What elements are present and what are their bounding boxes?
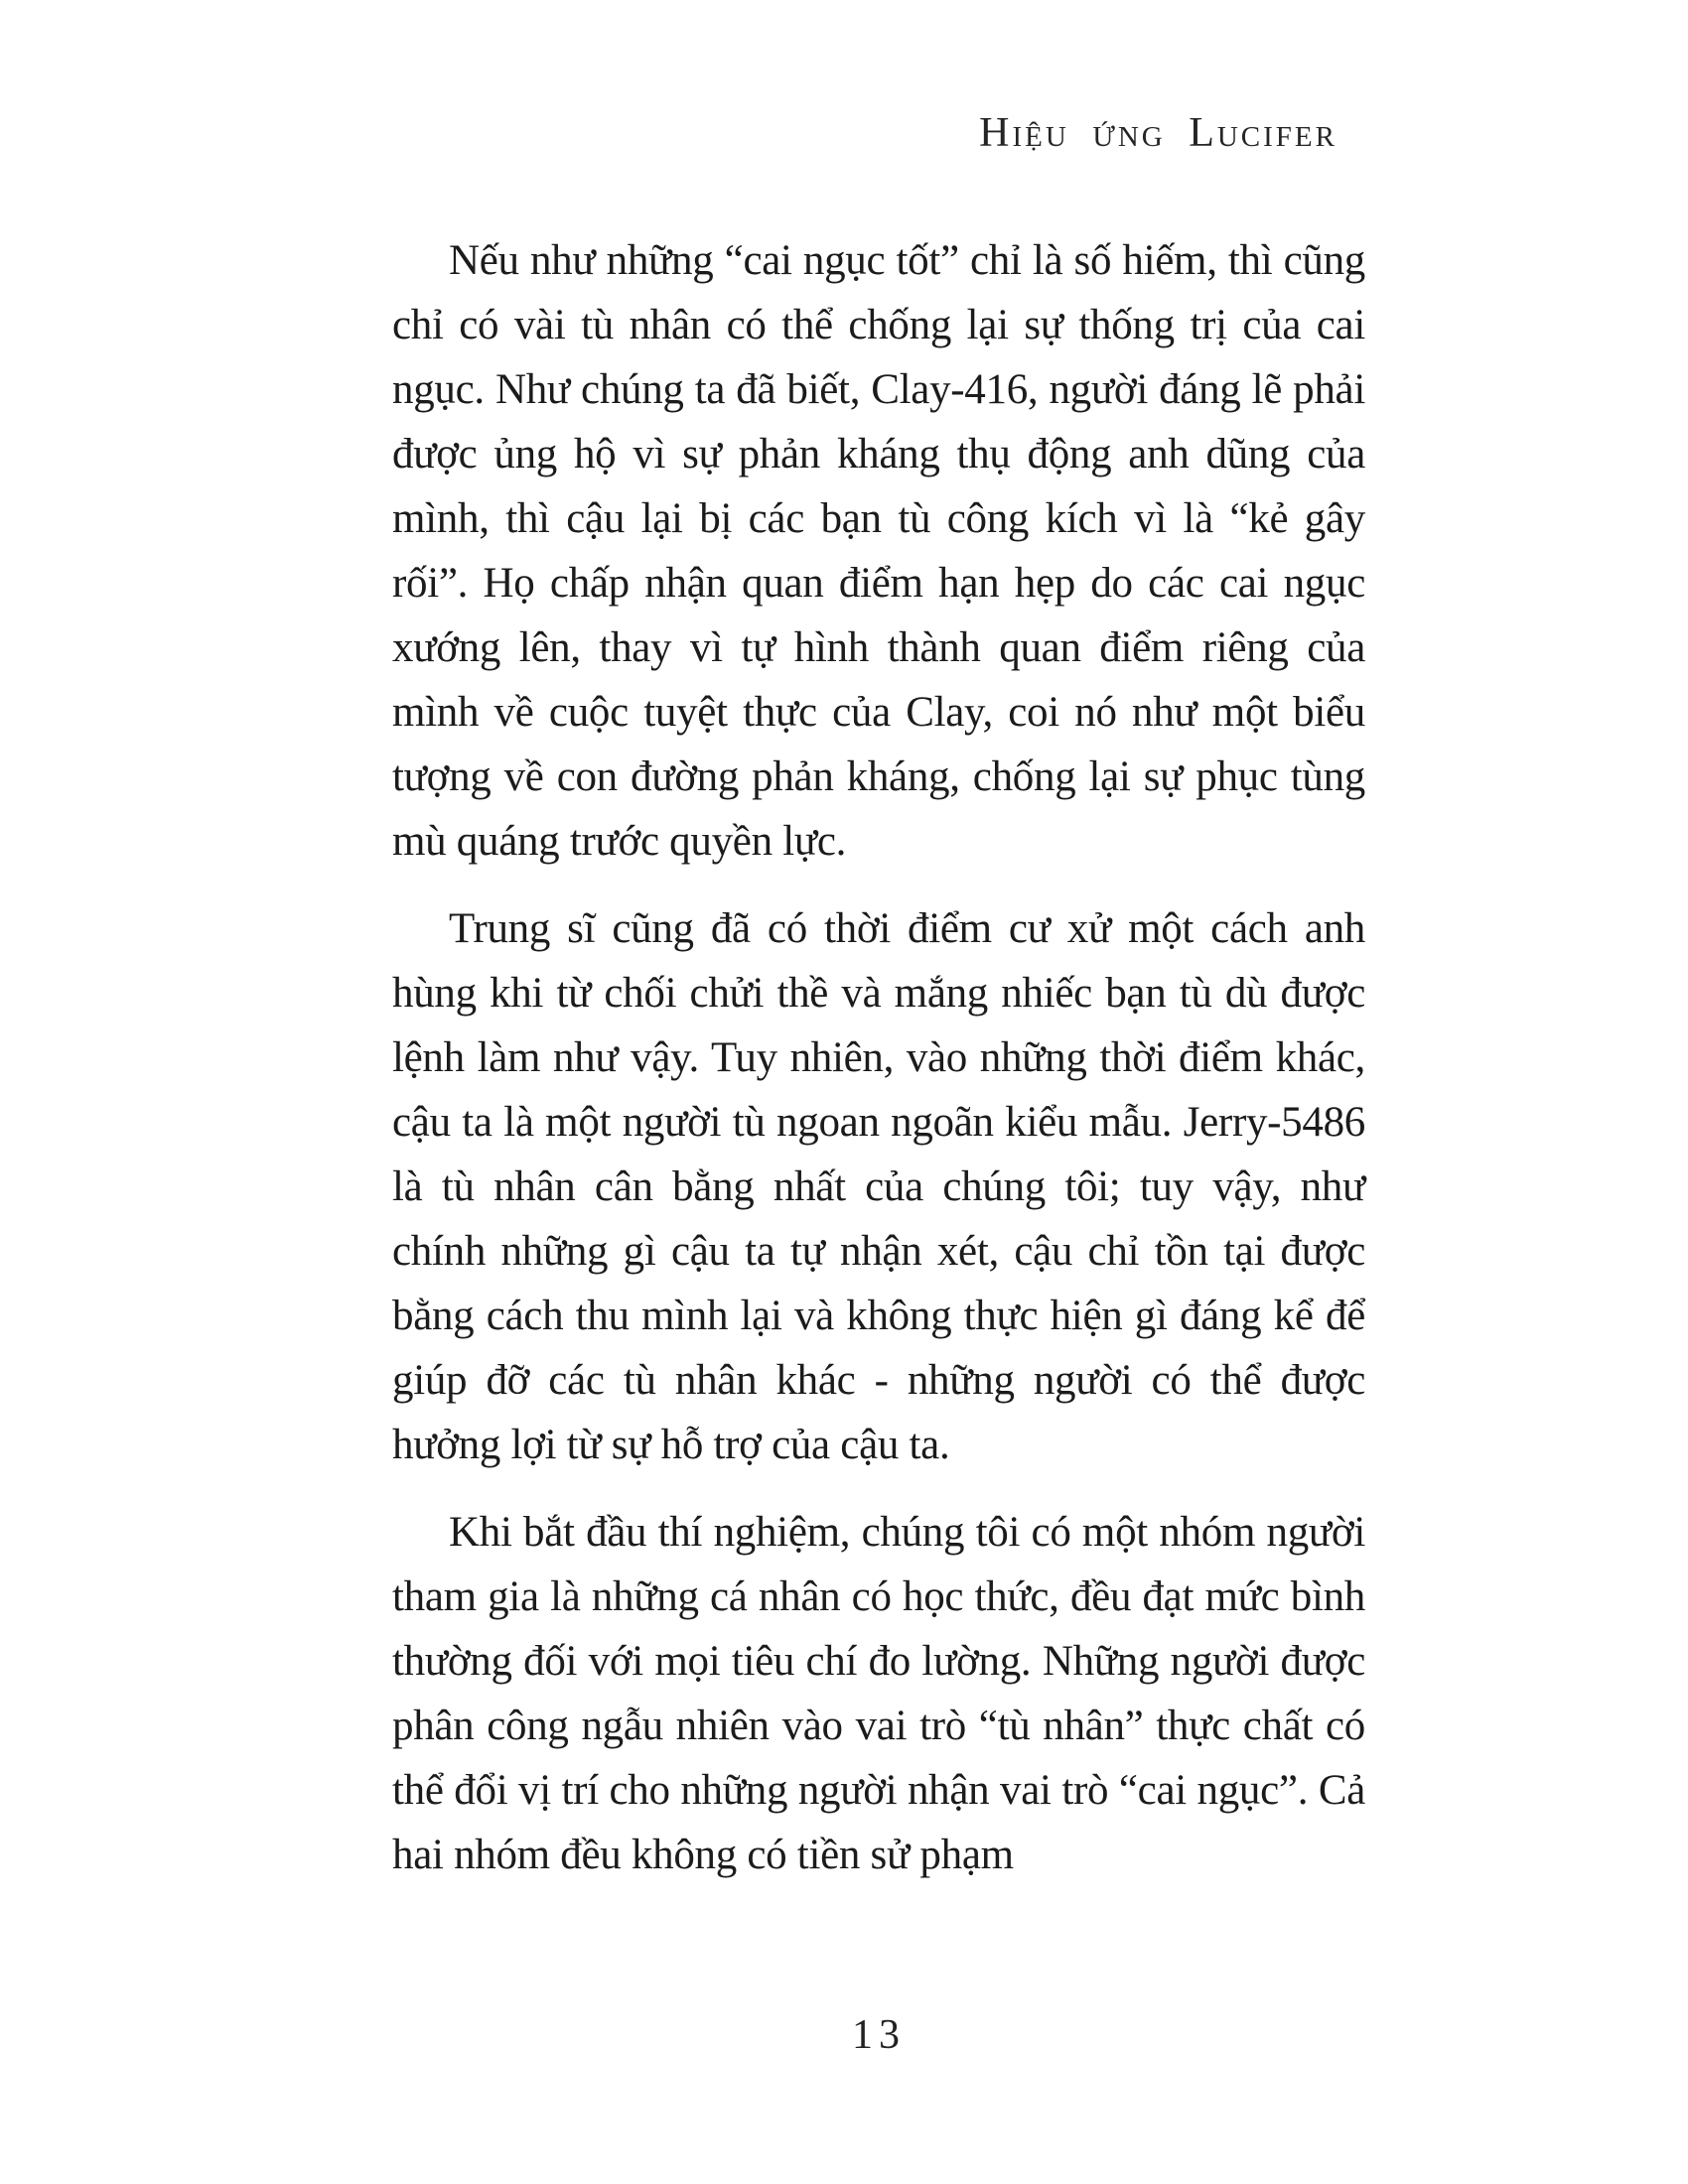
body-paragraph-3: Khi bắt đầu thí nghiệm, chúng tôi có một nhóm người tham gia là những cá nhân có học thức, đều đạt mức bình thường đối với mọi tiêu chí đo lường. Những người được phân công ngẫu nhiên vào vai trò “tù nhân” thực chất có thể đổi vị trí cho những người nhận vai trò “cai ngục”. Cả hai nhóm đều không có tiền sử phạm <box>392 1509 1365 1878</box>
body-paragraph-1: Nếu như những “cai ngục tốt” chỉ là số hiếm, thì cũng chỉ có vài tù nhân có thể chống lại sự thống trị của cai ngục. Như chúng ta đã biết, Clay-416, người đáng lẽ phải được ủng hộ vì sự phản kháng thụ động anh dũng của mình, thì cậu lại bị các bạn tù công kích vì là “kẻ gây rối”. Họ chấp nhận quan điểm hạn hẹp do các cai ngục xướng lên, thay vì tự hình thành quan điểm riêng của mình về cuộc tuyệt thực của Clay, coi nó như một biểu tượng về con đường phản kháng, chống lại sự phục tùng mù quáng trước quyền lực. <box>392 237 1365 865</box>
running-header: Hiệu ứng Lucifer <box>979 110 1337 156</box>
body-text <box>392 228 1365 1887</box>
page-number: 13 <box>852 2012 906 2058</box>
body-paragraph-2: Trung sĩ cũng đã có thời điểm cư xử một cách anh hùng khi từ chối chửi thề và mắng nhiếc bạn tù dù được lệnh làm như vậy. Tuy nhiên, vào những thời điểm khác, cậu ta là một người tù ngoan ngoãn kiểu mẫu. Jerry-5486 là tù nhân cân bằng nhất của chúng tôi; tuy vậy, như chính những gì cậu ta tự nhận xét, cậu chỉ tồn tại được bằng cách thu mình lại và không thực hiện gì đáng kể để giúp đỡ các tù nhân khác - những người có thể được hưởng lợi từ sự hỗ trợ của cậu ta. <box>392 905 1365 1468</box>
